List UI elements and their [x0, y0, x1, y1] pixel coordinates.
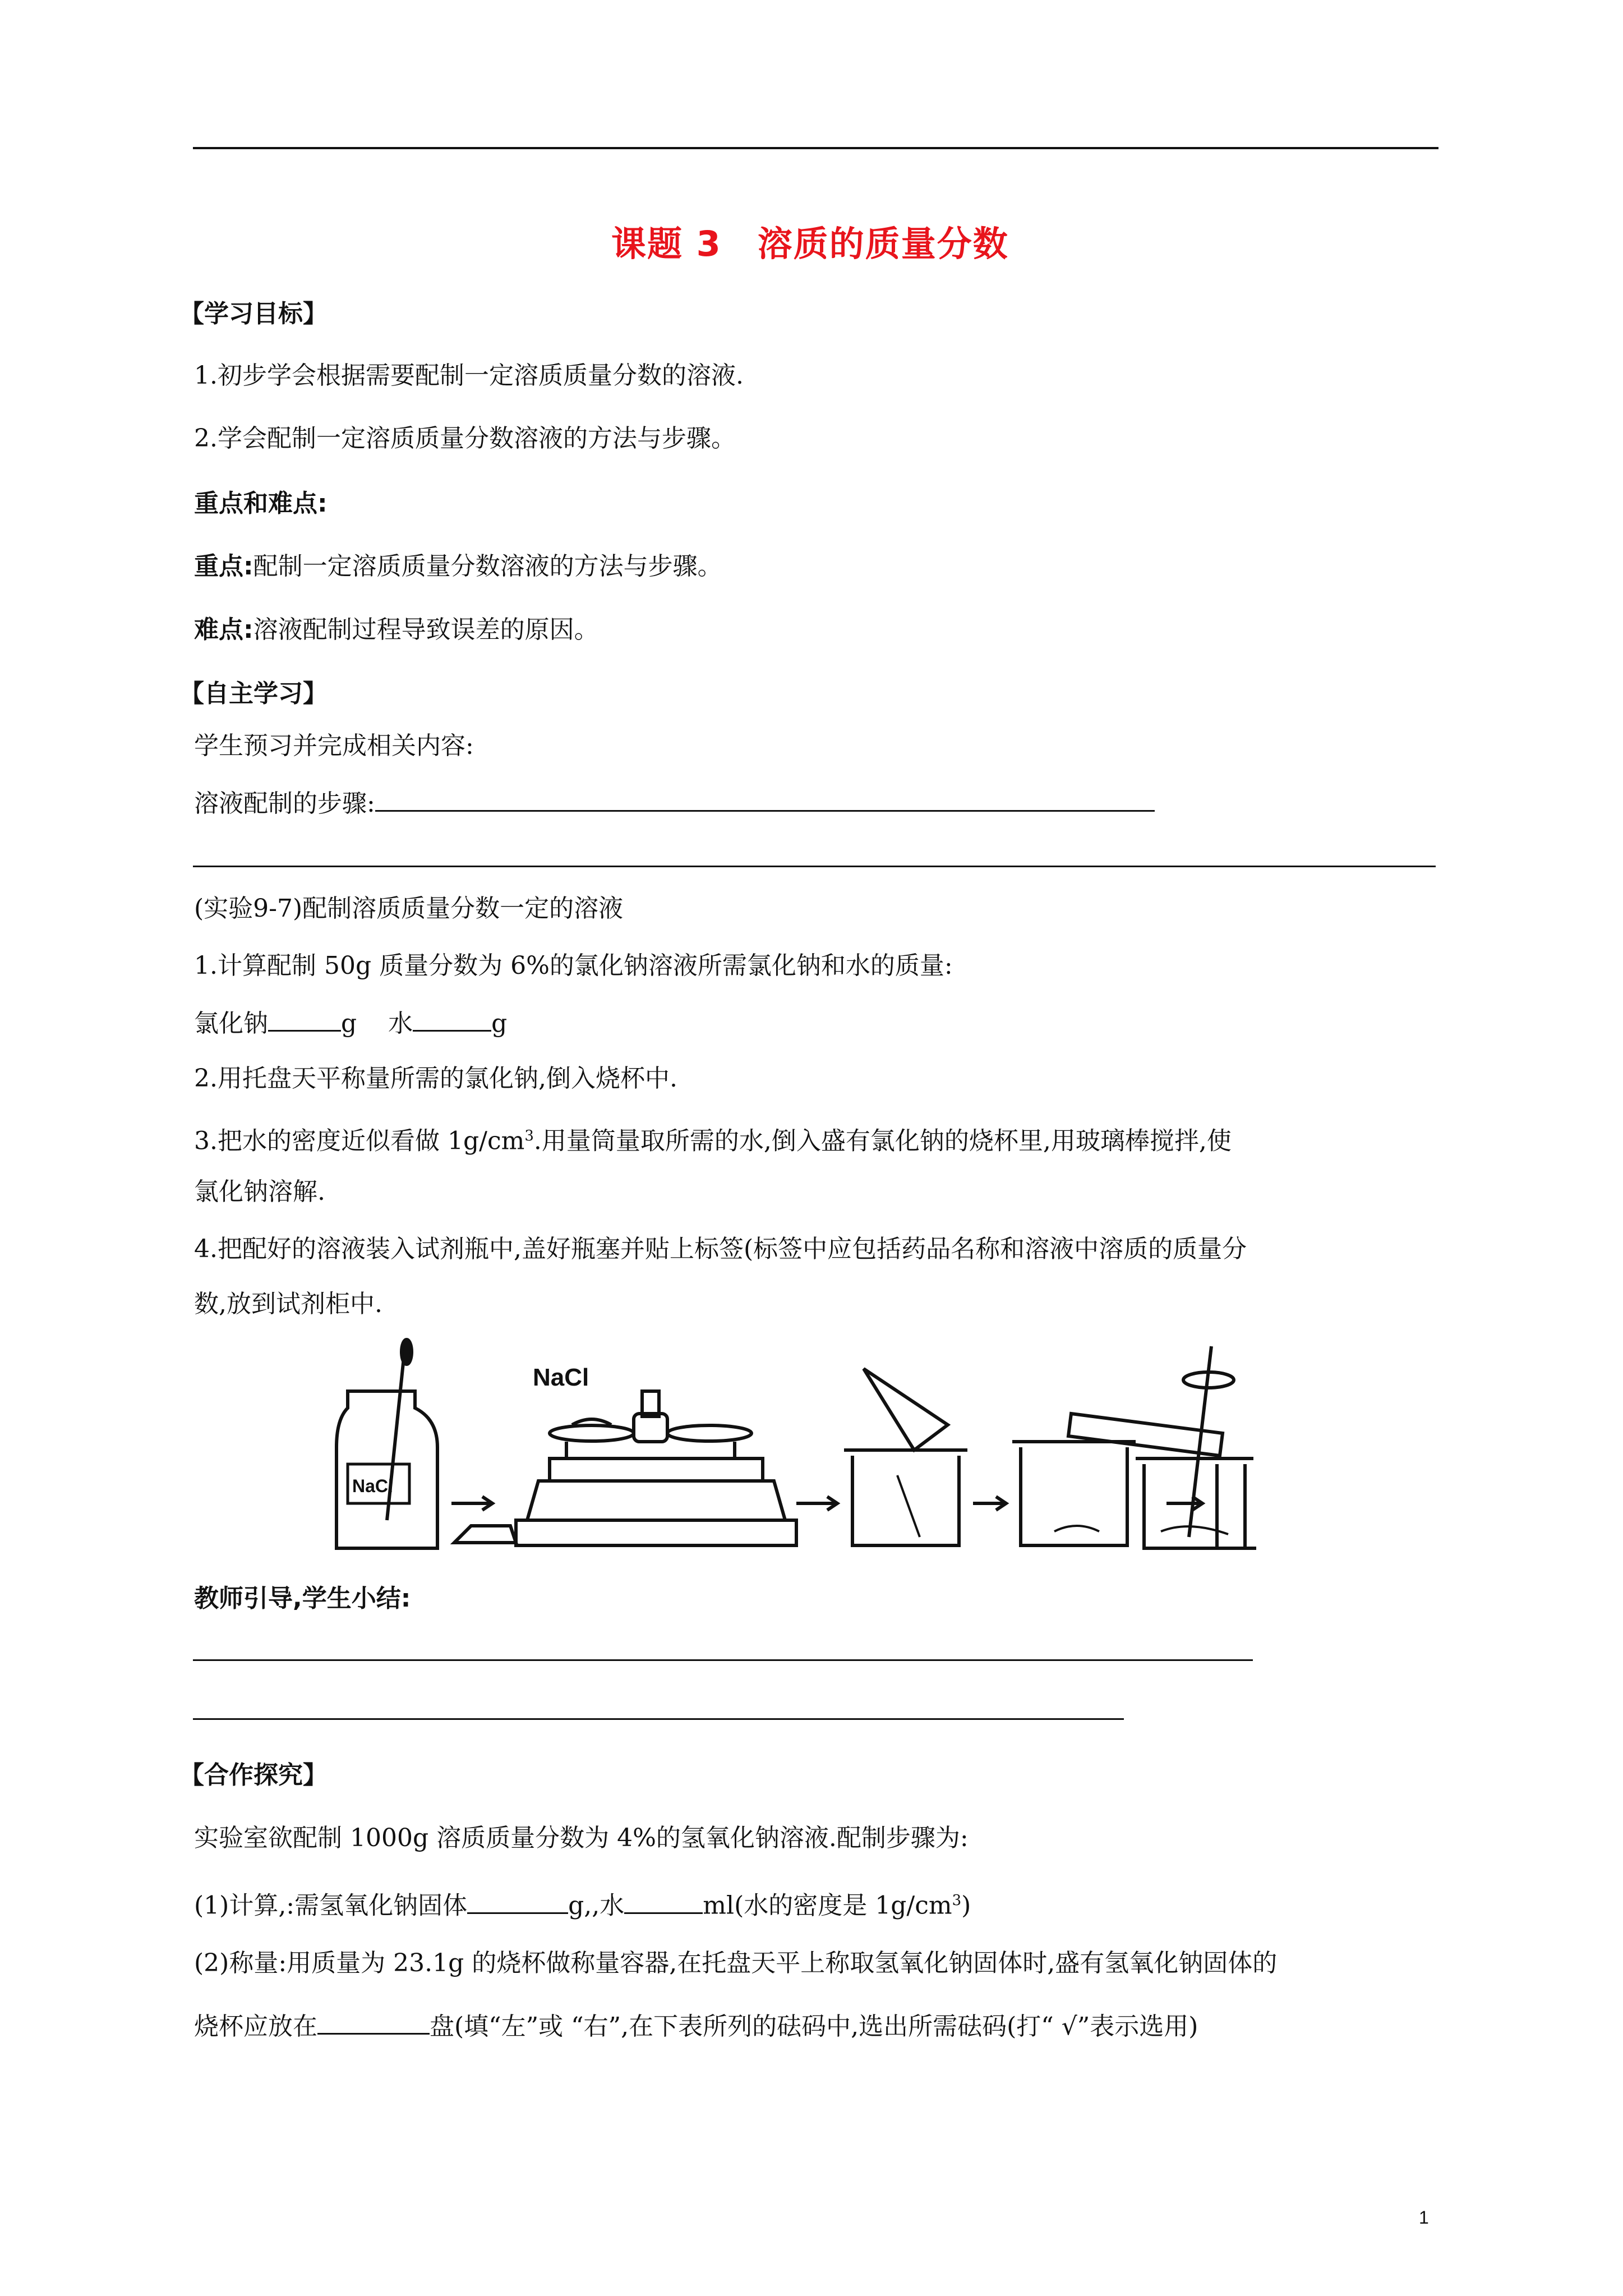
step3-text-a: 3.把水的密度近似看做 1g/cm	[194, 1126, 525, 1156]
nacl-bottle-label: NaCl	[352, 1476, 393, 1496]
page-number: 1	[1419, 2207, 1429, 2228]
experiment-step-3a	[194, 1119, 1232, 1158]
steps-blank[interactable]	[375, 785, 1155, 812]
stirring-beaker-icon	[1133, 1335, 1256, 1559]
experiment-step-4b: 数,放到试剂柜中.	[194, 1290, 382, 1318]
experiment-illustration	[303, 1335, 1256, 1559]
goal-2: 2.学会配制一定溶质质量分数溶液的方法与步骤。	[194, 424, 736, 453]
self-study-line-1: 学生预习并完成相关内容:	[194, 731, 474, 760]
arrow-icon	[796, 1497, 837, 1510]
experiment-step-2: 2.用托盘天平称量所需的氯化钠,倒入烧杯中.	[194, 1064, 677, 1093]
coop-intro: 实验室欲配制 1000g 溶质质量分数为 4%的氢氧化钠溶液.配制步骤为:	[194, 1824, 969, 1852]
arrow-icon	[451, 1497, 492, 1510]
summary-line-1[interactable]	[193, 1659, 1253, 1661]
goal-1: 1.初步学会根据需要配制一定溶质质量分数的溶液.	[194, 361, 744, 390]
water-label: 水	[388, 1009, 413, 1038]
pan-side-blank[interactable]	[317, 2008, 430, 2035]
water-volume-blank[interactable]	[624, 1888, 703, 1914]
beaker-funnel-icon	[844, 1369, 967, 1545]
experiment-step-3c: 氯化钠溶解.	[194, 1177, 325, 1206]
summary-line-2[interactable]	[193, 1718, 1124, 1720]
hard-label: 难点:	[194, 615, 253, 644]
self-study-line-2	[194, 785, 1155, 821]
experiment-step-1-blanks	[194, 1005, 507, 1041]
nacl-blank[interactable]	[268, 1005, 341, 1032]
nacl-label: 氯化钠	[194, 1009, 268, 1038]
teacher-summary-heading: 教师引导,学生小结:	[194, 1584, 411, 1613]
nacl-top-label: NaCl	[533, 1364, 589, 1391]
weigh-text-b: 盘(填“左”或 “右”,在下表所列的砝码中,选出所需砝码(打“ √”表示选用)	[430, 2012, 1198, 2041]
page-title: 课题 3 溶质的质量分数	[611, 223, 1009, 264]
coop-weigh: (2)称量:用质量为 23.1g 的烧杯做称量容器,在托盘天平上称取氢氧化钠固体时,盛有氢氧化钠固体的	[194, 1949, 1278, 1977]
answer-line[interactable]	[193, 866, 1436, 867]
key-text: 配制一定溶质质量分数溶液的方法与步骤。	[253, 552, 722, 581]
g-unit-1: g	[341, 1009, 357, 1038]
steps-label: 溶液配制的步骤:	[194, 789, 375, 818]
calc-text-a: (1)计算,:需氢氧化钠固体	[194, 1891, 468, 1920]
arrow-icon	[973, 1497, 1006, 1510]
goals-heading: 【学习目标】	[179, 300, 328, 328]
step3-sup: 3	[524, 1128, 534, 1144]
calc-text-d: )	[961, 1891, 971, 1920]
calc-text-c: ml(水的密度是 1g/cm	[703, 1891, 952, 1920]
self-study-heading: 【自主学习】	[179, 679, 328, 708]
header-rule	[193, 147, 1438, 149]
experiment-step-1: 1.计算配制 50g 质量分数为 6%的氯化钠溶液所需氯化钠和水的质量:	[194, 951, 953, 980]
weigh-text-a: 烧杯应放在	[194, 2012, 317, 2041]
coop-calc	[194, 1884, 971, 1923]
balance-icon	[516, 1391, 796, 1545]
key-point	[194, 550, 722, 583]
calc-sup: 3	[952, 1892, 962, 1909]
g-unit-2: g	[491, 1009, 508, 1038]
experiment-step-4a: 4.把配好的溶液装入试剂瓶中,盖好瓶塞并贴上标签(标签中应包括药品名称和溶液中溶质的质量分	[194, 1235, 1247, 1263]
cooperative-heading: 【合作探究】	[179, 1761, 328, 1789]
calc-text-b: g,,水	[568, 1891, 625, 1920]
reagent-bottle-icon	[336, 1340, 437, 1548]
water-blank[interactable]	[413, 1005, 491, 1032]
experiment-title: (实验9-7)配制溶质质量分数一定的溶液	[194, 894, 624, 923]
key-label: 重点:	[194, 552, 253, 581]
step3-text-b: .用量筒量取所需的水,倒入盛有氯化钠的烧杯里,用玻璃棒搅拌,使	[533, 1126, 1232, 1156]
hard-text: 溶液配制过程导致误差的原因。	[253, 615, 599, 644]
keypoints-heading: 重点和难点:	[194, 489, 328, 518]
coop-weigh-2	[194, 2008, 1198, 2044]
naoh-mass-blank[interactable]	[467, 1888, 568, 1914]
hard-point	[194, 613, 599, 647]
